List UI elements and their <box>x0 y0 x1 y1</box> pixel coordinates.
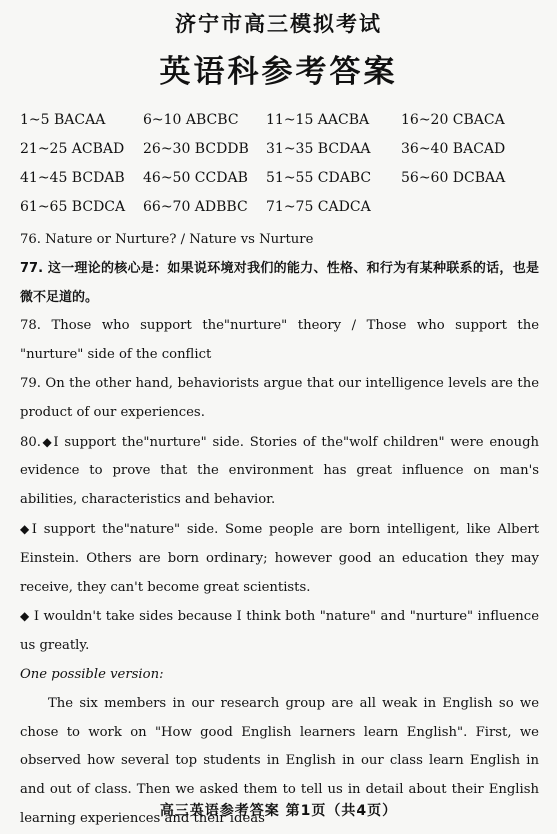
answer-group: 46~50 CCDAB <box>143 170 248 186</box>
answer-group: 1~5 BACAA <box>20 112 106 128</box>
document-title: 英语科参考答案 <box>159 54 398 90</box>
answer-group: 21~25 ACBAD <box>20 141 125 157</box>
answer-group: 61~65 BCDCA <box>20 199 126 215</box>
exam-title: 济宁市高三模拟考试 <box>175 11 382 36</box>
answer-group: 26~30 BCDDB <box>143 141 249 157</box>
page-footer: 高三英语参考答案 第1页（共4页） <box>159 803 398 819</box>
diamond-bullet-icon: ◆ <box>20 609 30 624</box>
multiple-choice-answers <box>20 109 540 218</box>
diamond-bullet-icon: ◆ <box>40 434 54 449</box>
question-80-text-c: I wouldn't take sides because I think both "nature" and "nurture" influence us greatly. <box>20 609 539 654</box>
answer-group: 41~45 BCDAB <box>20 170 125 186</box>
answer-group: 51~55 CDABC <box>266 170 372 186</box>
answer-text-body <box>20 226 539 834</box>
essay-text: The six members in our research group are all weak in English so we chose to work on "How good English learners learn English". First, we observed how several top students in English in our class learn English in and out of class. Then we asked them to tell us in detail about their English learning experiences and their ideas <box>20 695 539 826</box>
question-76-answer: 76. Nature or Nurture? / Nature vs Nurture <box>20 232 314 247</box>
question-80-text-a: I support the"nurture" side. Stories of the"wolf children" were enough evidence to prove that the environment has great influence on man's abilities, characteristics and behavior. <box>20 434 539 508</box>
essay-label: One possible version: <box>20 666 164 682</box>
answer-group: 36~40 BACAD <box>401 141 506 157</box>
question-80-option-a <box>20 428 539 515</box>
answer-group: 11~15 AACBA <box>266 112 370 128</box>
answer-group: 56~60 DCBAA <box>401 170 506 186</box>
answer-group: 6~10 ABCBC <box>143 112 239 128</box>
question-80-option-b <box>20 515 539 602</box>
answer-group: 16~20 CBACA <box>401 112 505 128</box>
answer-group: 71~75 CADCA <box>266 199 371 215</box>
question-80-text-b: I support the"nature" side. Some people are born intelligent, like Albert Einstein. Others are born ordinary; however good an education they may receive, they can't become great scientists. <box>20 521 540 595</box>
question-79-answer: 79. On the other hand, behaviorists argue that our intelligence levels are the product of our experiences. <box>20 375 539 420</box>
question-80-option-c <box>20 602 539 661</box>
question-78-answer: 78. Those who support the"nurture" theory / Those who support the "nurture" side of the conflict <box>20 318 539 363</box>
diamond-bullet-icon: ◆ <box>20 521 32 536</box>
question-80-number: 80. <box>20 434 41 450</box>
answer-group: 31~35 BCDAA <box>266 141 371 157</box>
answer-group: 66~70 ADBBC <box>143 199 248 215</box>
question-77-answer: 77. 这一理论的核心是：如果说环境对我们的能力、性格、和行为有某种联系的话，也是微不足道的。 <box>20 260 539 305</box>
